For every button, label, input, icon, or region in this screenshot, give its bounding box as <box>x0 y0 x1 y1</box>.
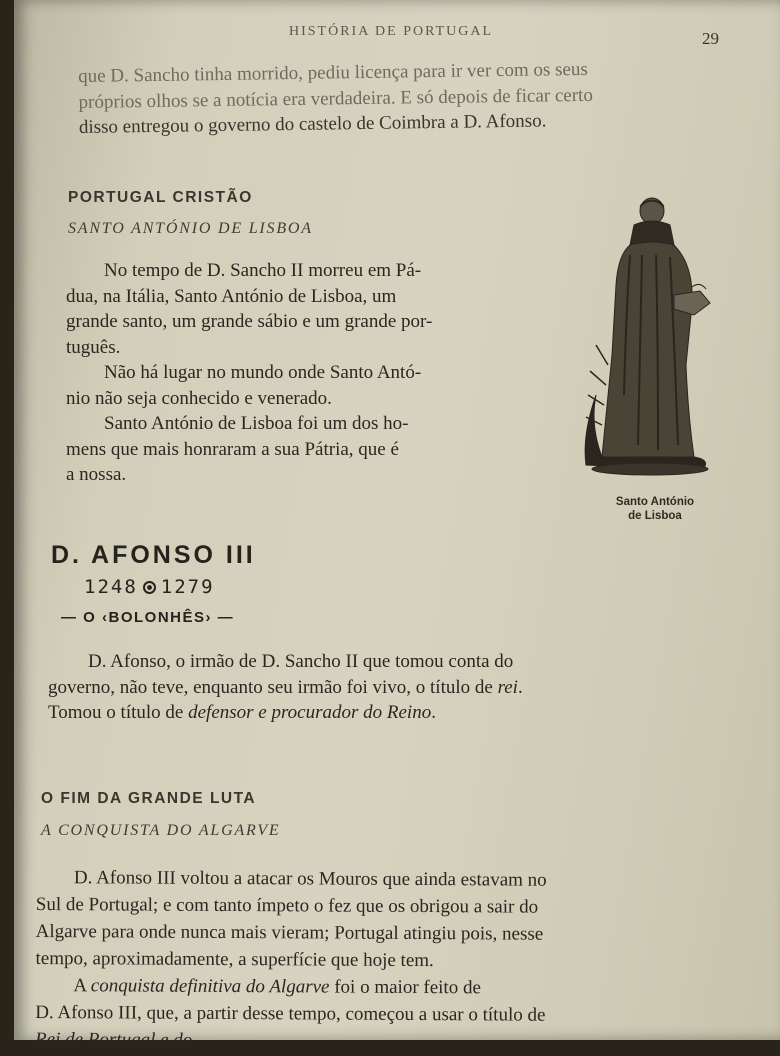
text-line: Tomou o título de defensor e procurador do Reino. <box>48 702 436 723</box>
text-line: tempo, aproximadamente, a superfície que hoje tem. <box>35 947 434 972</box>
intro-line: próprios olhos se a notícia era verdadeira. E só depois de ficar certo <box>78 84 594 113</box>
reign-title: D. AFONSO III <box>51 541 256 569</box>
reign-dates <box>84 576 215 598</box>
italic-defensor: defensor e procurador do Reino <box>188 702 432 723</box>
figure-caption <box>600 495 710 523</box>
separator-dot-icon <box>143 581 156 594</box>
section-title-portugal-cristao: PORTUGAL CRISTÃO <box>68 189 253 206</box>
reign-end-year: 1279 <box>160 576 215 598</box>
text-line: dua, na Itália, Santo António de Lisboa, um <box>66 285 397 307</box>
text-line: Não há lugar no mundo onde Santo Antó- <box>104 362 422 383</box>
section-subtitle-santo-antonio: SANTO ANTÓNIO DE LISBOA <box>68 220 313 237</box>
reign-paragraph <box>48 649 523 726</box>
algarve-paragraph <box>35 864 547 1056</box>
reign-nickname: — O ‹BOLONHÊS› — <box>61 609 235 626</box>
caption-line: de Lisboa <box>628 510 682 522</box>
text-line: grande santo, um grande sábio e um grande por- <box>66 311 433 332</box>
page-number: 29 <box>702 29 719 48</box>
text-line: D. Afonso III, que, a partir desse tempo, começou a usar o título de <box>35 1001 546 1026</box>
section-title-fim-grande-luta: O FIM DA GRANDE LUTA <box>41 790 257 807</box>
text-line: A conquista definitiva do Algarve foi o maior feito de <box>73 975 481 999</box>
santo-antonio-illustration <box>582 195 722 485</box>
text-line: mens que mais honraram a sua Pátria, que é <box>66 438 399 460</box>
text-line: tuguês. <box>66 336 121 358</box>
section-subtitle-conquista-algarve: A CONQUISTA DO ALGARVE <box>41 822 281 839</box>
caption-line: Santo António <box>615 496 695 508</box>
intro-paragraph <box>78 57 593 141</box>
intro-line: que D. Sancho tinha morrido, pediu licença para ir ver com os seus <box>78 58 588 87</box>
santo-antonio-paragraph <box>66 258 536 488</box>
text-line: D. Afonso III voltou a atacar os Mouros que ainda estavam no <box>73 867 547 891</box>
text-line: Rei de Portugal e do <box>35 1028 193 1051</box>
running-header: HISTÓRIA DE PORTUGAL <box>289 24 494 39</box>
text-line: governo, não teve, enquanto seu irmão foi vivo, o título de rei. <box>48 676 523 698</box>
text-line: D. Afonso, o irmão de D. Sancho II que tomou conta do <box>88 651 514 672</box>
intro-line: disso entregou o governo do castelo de Coimbra a D. Afonso. <box>78 110 547 138</box>
reign-start-year: 1248 <box>84 576 138 598</box>
text-line: Algarve para onde nunca mais vieram; Portugal atingiu pois, nesse <box>35 920 544 945</box>
text-line: Santo António de Lisboa foi um dos ho- <box>104 413 409 434</box>
book-page <box>14 0 780 1051</box>
italic-conquista: conquista definitiva do Algarve <box>90 975 330 998</box>
italic-rei: rei <box>497 676 518 698</box>
text-line: a nossa. <box>66 464 127 485</box>
text-line: Sul de Portugal; e com tanto ímpeto o fez que os obrigou a sair do <box>35 893 539 918</box>
text-line: nio não seja conhecido e venerado. <box>66 387 332 409</box>
text-line: No tempo de D. Sancho II morreu em Pá- <box>104 260 422 281</box>
